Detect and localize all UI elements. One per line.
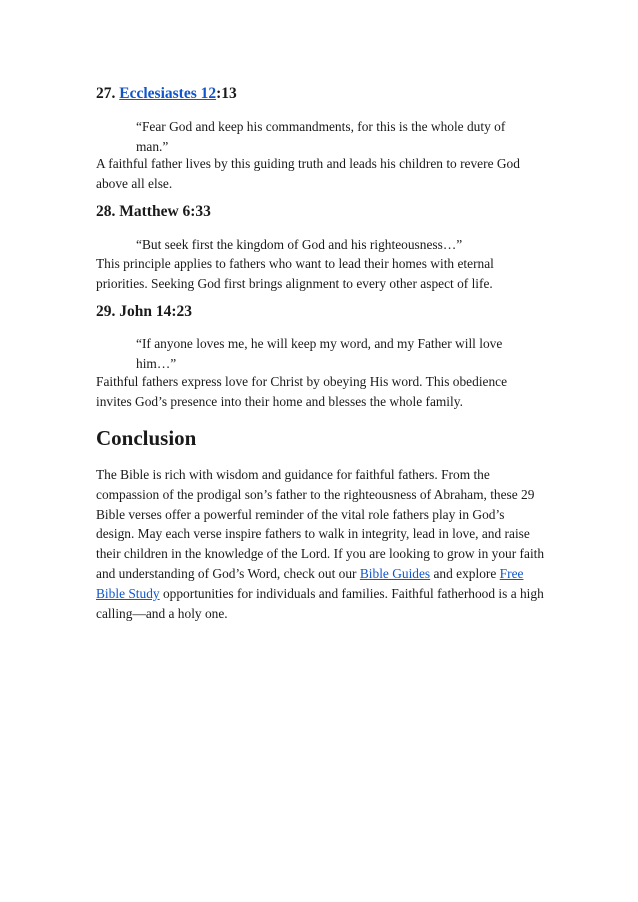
verse-quote-28 [136,235,516,255]
verse-ref-suffix: :13 [216,85,237,102]
conclusion-paragraph [96,465,546,623]
conclusion-text: The Bible is rich with wisdom and guidance for faithful fathers. From the compassion of the prodigal son’s father to the righteousness of Abraham, these 29 Bible verses offer a powerful reminder of the vital role fathers play in God’s design. May each verse inspire fathers to walk in integrity, lead in love, and raise their children in the knowledge of the Lord. If you are looking to grow in your faith and understanding of God’s Word, check out our [96,467,545,581]
verse-quote-27 [136,117,516,156]
bible-guides-link[interactable]: Bible Guides [359,565,431,581]
ecclesiastes-link[interactable]: Ecclesiastes 12 [119,85,217,102]
quote-line: him…” [136,355,177,371]
quote-line: “Fear God and keep his commandments, for this is the whole duty of [136,119,506,134]
conclusion-text: opportunities for individuals and families. Faithful fatherhood is a high calling—and a holy one. [96,585,544,621]
verse-commentary-27: A faithful father lives by this guiding truth and leads his children to revere God above all else. [96,156,520,191]
verse-commentary-29: Faithful fathers express love for Christ by obeying His word. This obedience invites God’s presence into their home and blesses the whole family. [96,374,508,409]
verse-quote-29 [136,334,516,373]
verse-heading-28: 28. Matthew 6:33 [96,203,211,220]
free-bible-study-link[interactable]: Free Bible Study [96,565,524,601]
conclusion-text: and explore [430,565,500,581]
quote-line: “If anyone loves me, he will keep my word, and my Father will love [136,336,503,351]
verse-number: 27. [96,85,116,102]
verse-heading-27 [96,84,237,104]
verse-commentary-28: This principle applies to fathers who want to lead their homes with eternal priorities. Seeking God first brings alignment to every other aspect of life. [96,256,494,291]
quote-line: “But seek first the kingdom of God and his righteousness…” [136,237,463,252]
verse-heading-29: 29. John 14:23 [96,303,193,320]
conclusion-heading: Conclusion [96,426,197,450]
quote-line: man.” [136,138,169,154]
